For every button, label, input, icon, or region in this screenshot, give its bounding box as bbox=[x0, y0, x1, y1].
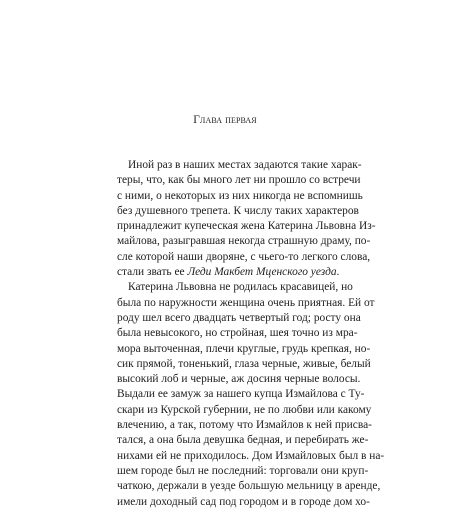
text-line: тался, а она была девушка бедная, и перебирать же- bbox=[117, 434, 369, 447]
text-line bbox=[117, 265, 340, 280]
text-line: была невысокого, но стройная, шея точно из мра- bbox=[117, 327, 358, 340]
text-line: Выдали ее замуж за нашего купца Измайлова с Ту- bbox=[117, 388, 365, 401]
text-line: была по наружности женщина очень приятная. Ей от bbox=[117, 296, 375, 309]
text-line: теры, что, как бы много лет ни прошло со встречи bbox=[117, 174, 361, 187]
text-line: с ними, о некоторых из них никогда не вспомнишь bbox=[117, 189, 363, 202]
text-line: нихами ей не приходилось. Дом Измайловых был в на- bbox=[117, 449, 385, 462]
text-line: мора выточенная, плечи круглые, грудь крепкая, но- bbox=[117, 342, 371, 355]
paragraph bbox=[117, 158, 376, 280]
text-span: стали звать ее bbox=[117, 266, 188, 279]
chapter-title bbox=[0, 113, 450, 127]
text-line: имели доходный сад под городом и в городе дом хо- bbox=[117, 495, 370, 508]
text-line: чаткою, держали в уезде большую мельницу в аренде, bbox=[117, 480, 381, 493]
chapter-title-initial: Г bbox=[193, 114, 200, 126]
text-line: высокий лоб и черные, аж досиня черные волосы. bbox=[117, 373, 361, 386]
paragraph bbox=[117, 280, 385, 509]
text-line: роду шел всего двадцать четвертый год; росту она bbox=[117, 311, 361, 324]
text-line: Катерина Львовна не родилась красавицей, но bbox=[128, 281, 353, 294]
italic-title: Леди Макбет Мценского уезда bbox=[187, 266, 337, 279]
text-line: майлова, разыгравшая некогда страшную драму, по- bbox=[117, 235, 371, 248]
text-line: принадлежит купеческая жена Катерина Львовна Из- bbox=[117, 220, 376, 233]
text-line: влечению, а так, потому что Измайлов к ней присва- bbox=[117, 419, 372, 432]
text-line: без душевного трепета. К числу таких характеров bbox=[117, 204, 359, 217]
text-line: скари из Курской губернии, не по любви или какому bbox=[117, 403, 372, 416]
text-line: шем городе был не последний: торговали они круп- bbox=[117, 464, 369, 477]
text-line: Иной раз в наших местах задаются такие харак- bbox=[128, 159, 362, 171]
text-span: . bbox=[336, 266, 340, 279]
text-line: сле которой наши дворяне, с чьего-то легкого слова, bbox=[117, 250, 371, 263]
text-line: сик прямой, тоненький, глаза черные, живые, белый bbox=[117, 357, 371, 370]
chapter-title-rest: лава первая bbox=[199, 114, 257, 126]
body-text bbox=[117, 158, 385, 510]
